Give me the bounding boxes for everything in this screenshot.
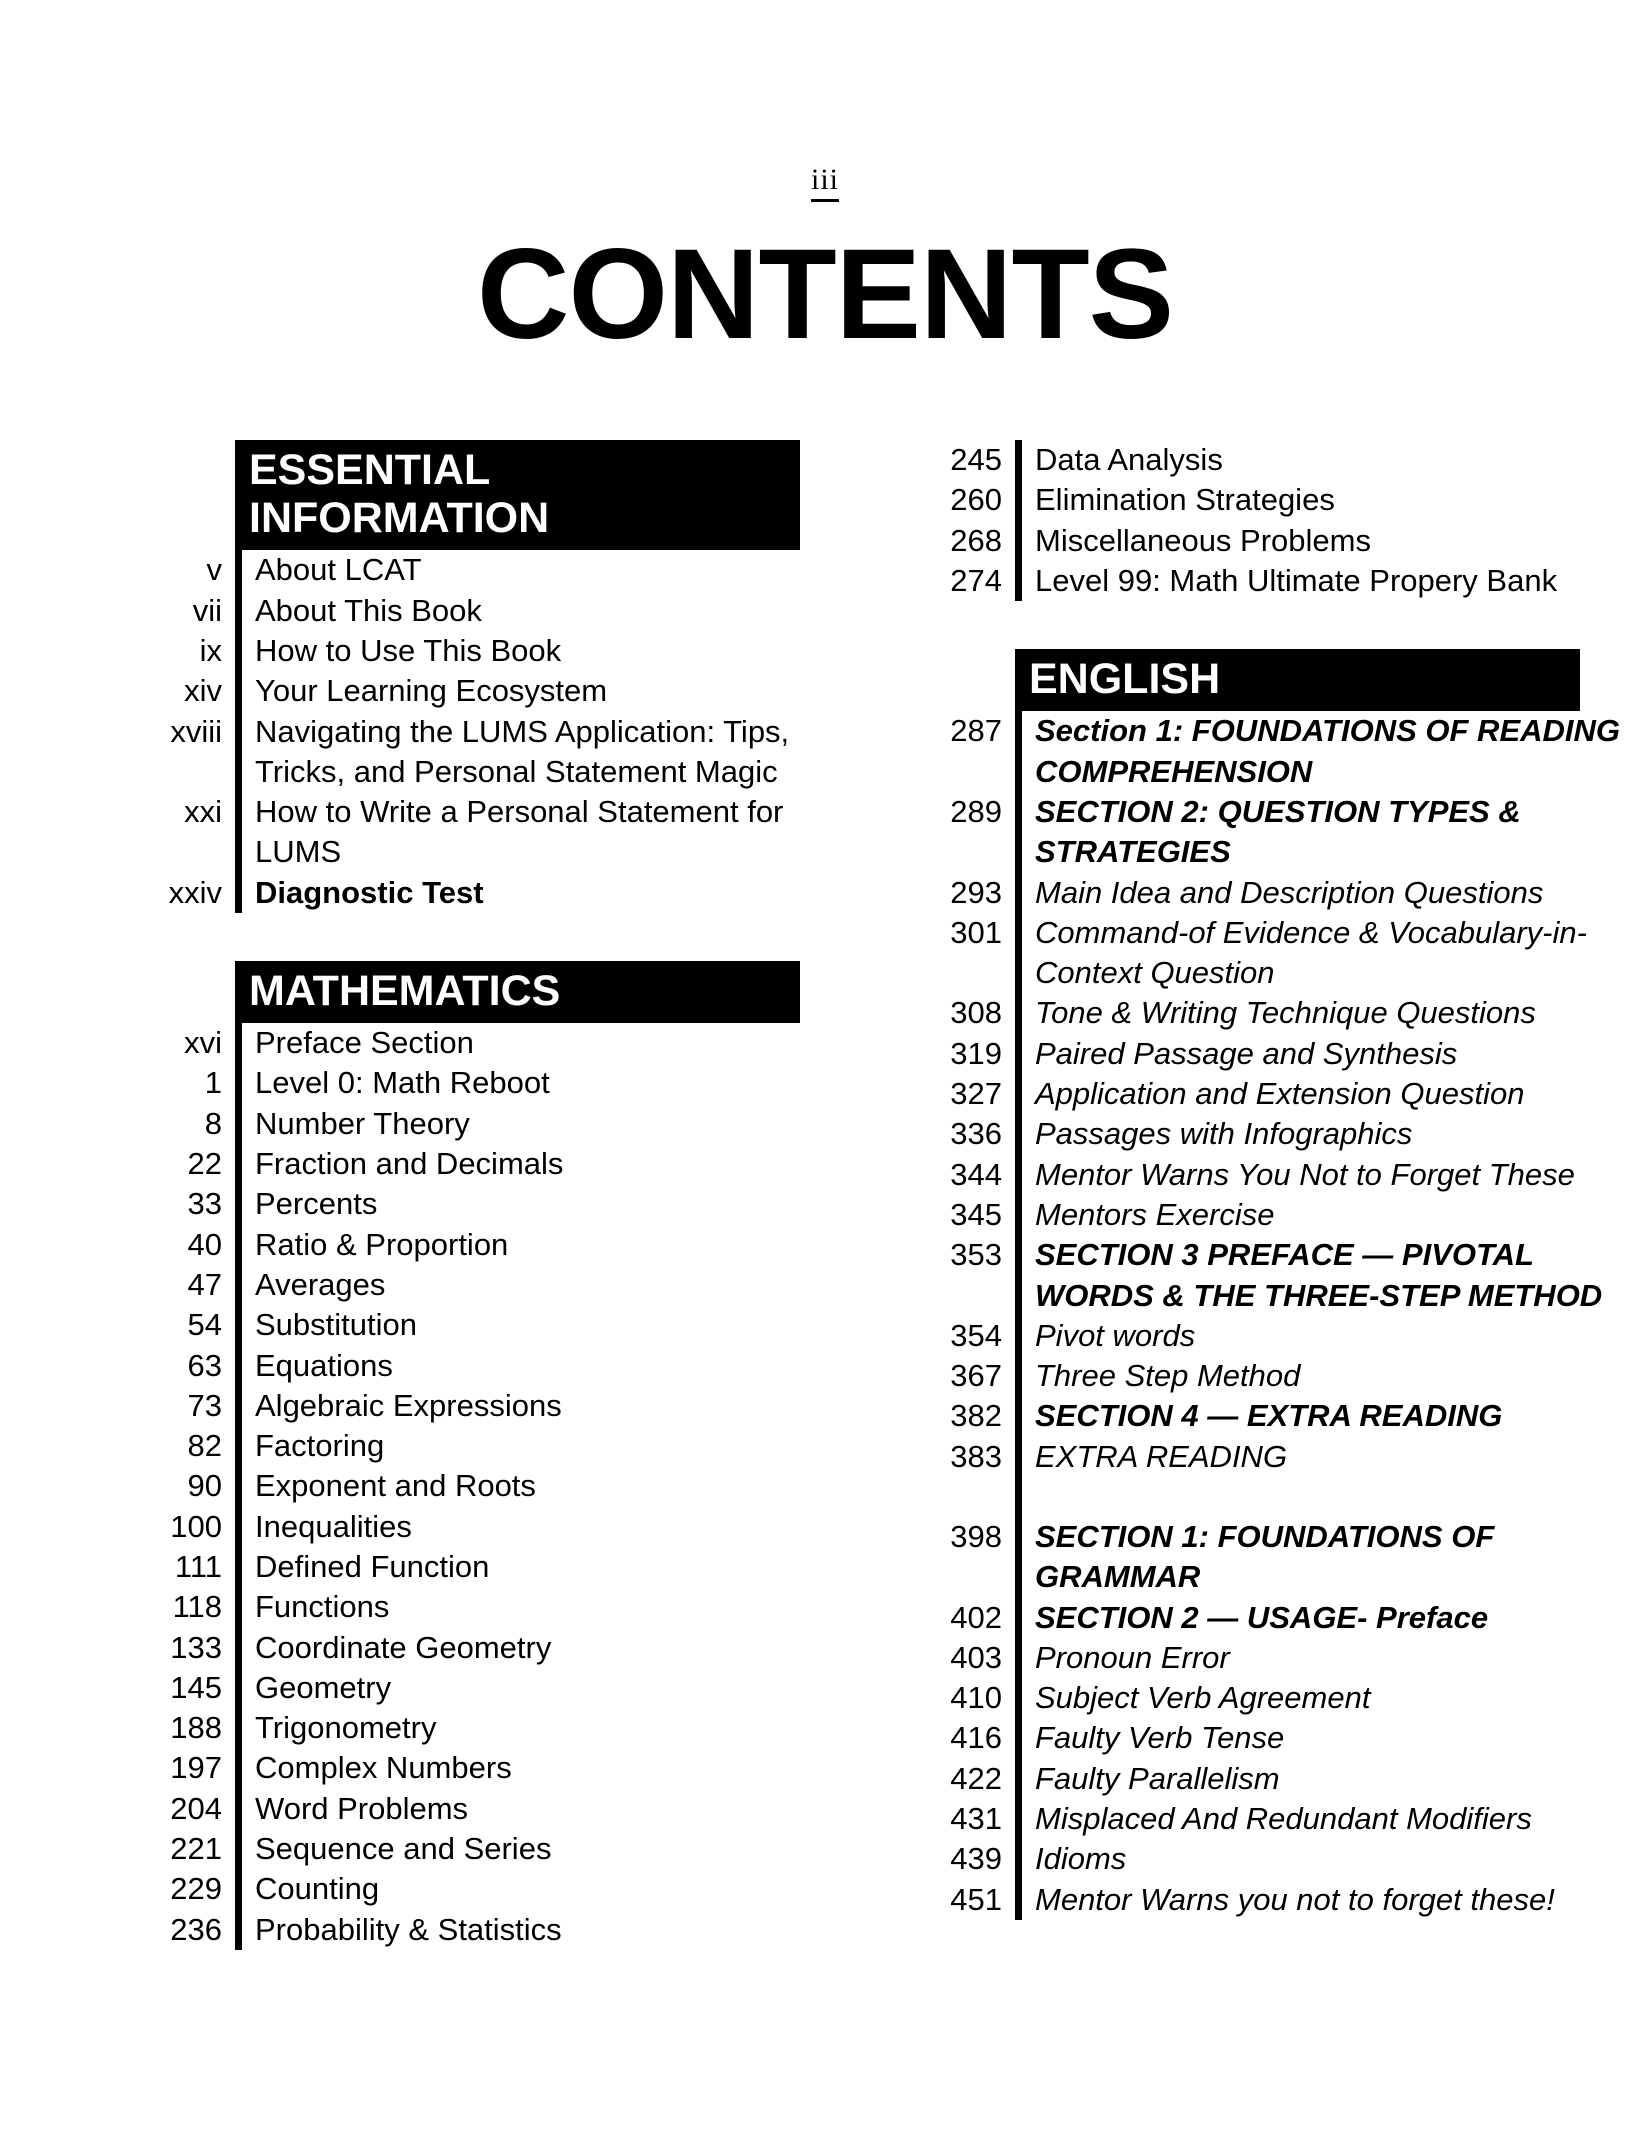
section-banner: MATHEMATICS: [235, 961, 800, 1023]
toc-page-number: 145: [170, 1669, 222, 1705]
toc-row[interactable]: [920, 993, 1620, 1033]
toc-row[interactable]: [920, 1880, 1620, 1920]
toc-page-number: 451: [950, 1881, 1002, 1917]
toc-entry-title[interactable]: Section 1: FOUNDATIONS OF READING COMPREHENSION: [1015, 711, 1620, 792]
toc-page-number: 8: [204, 1105, 222, 1141]
toc-entry-title[interactable]: Equations: [235, 1346, 840, 1386]
folio-number: [0, 0, 1650, 195]
toc-page-number: 402: [950, 1599, 1002, 1635]
toc-row[interactable]: [920, 913, 1620, 994]
left-column: [140, 440, 840, 1950]
toc-entry-title[interactable]: Inequalities: [235, 1507, 840, 1547]
folio-number-text: iii: [811, 163, 839, 202]
toc-entry-title[interactable]: SECTION 2 — USAGE- Preface: [1015, 1598, 1620, 1638]
toc-row[interactable]: [920, 1598, 1620, 1638]
toc-page-number: 73: [187, 1387, 222, 1423]
toc-entry-title[interactable]: Ratio & Proportion: [235, 1225, 840, 1265]
toc-row[interactable]: [920, 711, 1620, 792]
toc-row[interactable]: [140, 1346, 840, 1386]
toc-list-continued: [920, 440, 1620, 601]
toc-page-number: 344: [950, 1156, 1002, 1192]
toc-entry-title[interactable]: Elimination Strategies: [1015, 480, 1620, 520]
toc-row[interactable]: [140, 1386, 840, 1426]
toc-row[interactable]: [920, 1396, 1620, 1436]
toc-entry-title[interactable]: Probability & Statistics: [235, 1910, 840, 1950]
toc-row[interactable]: [140, 1104, 840, 1144]
toc-page-number: 289: [950, 793, 1002, 829]
toc-row[interactable]: [920, 873, 1620, 913]
toc-row[interactable]: [140, 1426, 840, 1466]
toc-entry-title[interactable]: Functions: [235, 1587, 840, 1627]
toc-row[interactable]: [140, 1708, 840, 1748]
toc-row[interactable]: [920, 521, 1620, 561]
toc-row[interactable]: [140, 712, 840, 793]
toc-row[interactable]: [140, 1144, 840, 1184]
toc-page-number: 345: [950, 1196, 1002, 1232]
toc-page-number: 327: [950, 1076, 1002, 1112]
toc-entry-title[interactable]: Exponent and Roots: [235, 1466, 840, 1506]
toc-page-number: 287: [950, 713, 1002, 749]
toc-row[interactable]: [140, 1668, 840, 1708]
toc-page-number: xviii: [170, 713, 222, 749]
toc-page-number: 354: [950, 1317, 1002, 1353]
toc-list: [920, 711, 1620, 1920]
toc-row[interactable]: [920, 1517, 1620, 1598]
toc-row[interactable]: [140, 631, 840, 671]
toc-row[interactable]: [140, 1628, 840, 1668]
toc-page-number: 353: [950, 1237, 1002, 1273]
toc-row[interactable]: [140, 1869, 840, 1909]
toc-page-number: 63: [187, 1347, 222, 1383]
toc-page-number: 410: [950, 1680, 1002, 1716]
toc-page-number: 100: [170, 1508, 222, 1544]
toc-page-number: 22: [187, 1146, 222, 1182]
toc-entry-title[interactable]: Complex Numbers: [235, 1748, 840, 1788]
page-title: CONTENTS: [477, 223, 1173, 366]
toc-entry-title[interactable]: SECTION 3 PREFACE — PIVOTAL WORDS & THE THREE-STEP METHOD: [1015, 1235, 1620, 1316]
toc-entry-title[interactable]: Mentor Warns you not to forget these!: [1015, 1880, 1620, 1920]
contents-columns: [0, 440, 1650, 1950]
toc-entry-title[interactable]: Three Step Method: [1015, 1356, 1620, 1396]
toc-entry-title[interactable]: Averages: [235, 1265, 840, 1305]
toc-entry-title[interactable]: Preface Section: [235, 1023, 840, 1063]
toc-page-number: 382: [950, 1398, 1002, 1434]
toc-row[interactable]: [920, 1356, 1620, 1396]
toc-row[interactable]: [920, 480, 1620, 520]
toc-page-number: 416: [950, 1720, 1002, 1756]
toc-page-number: 1: [204, 1065, 222, 1101]
toc-entry-title[interactable]: Number Theory: [235, 1104, 840, 1144]
toc-entry-title[interactable]: Pivot words: [1015, 1316, 1620, 1356]
toc-page-number: 336: [950, 1116, 1002, 1152]
toc-page-number: 260: [950, 482, 1002, 518]
toc-entry-title[interactable]: SECTION 2: QUESTION TYPES & STRATEGIES: [1015, 792, 1620, 873]
toc-page-number: 293: [950, 874, 1002, 910]
toc-entry-title[interactable]: Application and Extension Question: [1015, 1074, 1620, 1114]
toc-row[interactable]: [140, 873, 840, 913]
toc-page-number: 47: [187, 1266, 222, 1302]
toc-row[interactable]: [920, 1477, 1620, 1517]
toc-entry-title[interactable]: Paired Passage and Synthesis: [1015, 1034, 1620, 1074]
toc-entry-title[interactable]: Word Problems: [235, 1789, 840, 1829]
section-banner: ESSENTIAL INFORMATION: [235, 440, 800, 550]
toc-entry-title[interactable]: Fraction and Decimals: [235, 1144, 840, 1184]
toc-row[interactable]: [140, 1587, 840, 1627]
toc-entry-title[interactable]: Algebraic Expressions: [235, 1386, 840, 1426]
toc-row[interactable]: [920, 1759, 1620, 1799]
toc-entry-title[interactable]: Mentors Exercise: [1015, 1195, 1620, 1235]
toc-page-number: 133: [170, 1629, 222, 1665]
toc-page-number: xxi: [184, 794, 222, 830]
toc-page-number: 40: [187, 1226, 222, 1262]
toc-page-number: 383: [950, 1438, 1002, 1474]
toc-row[interactable]: [920, 1114, 1620, 1154]
toc-list: [140, 1023, 840, 1950]
toc-entry-title[interactable]: Passages with Infographics: [1015, 1114, 1620, 1154]
toc-page-number: 439: [950, 1841, 1002, 1877]
toc-row[interactable]: [920, 1718, 1620, 1758]
toc-row[interactable]: [920, 440, 1620, 480]
toc-row[interactable]: [140, 1910, 840, 1950]
section-spacer: [140, 913, 840, 961]
toc-entry-title[interactable]: Counting: [235, 1869, 840, 1909]
toc-page-number: 398: [950, 1518, 1002, 1554]
toc-row[interactable]: [140, 1748, 840, 1788]
toc-row[interactable]: [140, 1305, 840, 1345]
toc-row[interactable]: [920, 1195, 1620, 1235]
toc-row[interactable]: [140, 792, 840, 873]
toc-entry-title[interactable]: Sequence and Series: [235, 1829, 840, 1869]
toc-row[interactable]: [920, 1839, 1620, 1879]
toc-entry-title[interactable]: Faulty Parallelism: [1015, 1759, 1620, 1799]
toc-page-number: xvi: [184, 1025, 222, 1061]
toc-row[interactable]: [140, 1023, 840, 1063]
toc-row[interactable]: [140, 1507, 840, 1547]
toc-row[interactable]: [140, 671, 840, 711]
toc-page-number: 204: [170, 1790, 222, 1826]
toc-entry-title[interactable]: SECTION 1: FOUNDATIONS OF GRAMMAR: [1015, 1517, 1620, 1598]
toc-entry-title[interactable]: Substitution: [235, 1305, 840, 1345]
toc-entry-title[interactable]: SECTION 4 — EXTRA READING: [1015, 1396, 1620, 1436]
toc-list: [140, 550, 840, 913]
toc-row[interactable]: [920, 1074, 1620, 1114]
toc-entry-title[interactable]: Level 99: Math Ultimate Propery Bank: [1015, 561, 1620, 601]
toc-row[interactable]: [920, 1437, 1620, 1477]
toc-page-number: 111: [174, 1549, 222, 1584]
toc-entry-title[interactable]: Percents: [235, 1184, 840, 1224]
toc-page-number: 268: [950, 522, 1002, 558]
toc-page-number: 197: [170, 1750, 222, 1786]
section-banner: ENGLISH: [1015, 649, 1580, 711]
toc-page-number: 403: [950, 1639, 1002, 1675]
toc-row[interactable]: [140, 1063, 840, 1103]
toc-row[interactable]: [140, 1547, 840, 1587]
toc-page-number: 90: [187, 1468, 222, 1504]
toc-entry-title[interactable]: About This Book: [235, 591, 840, 631]
toc-page-number: 301: [950, 914, 1002, 950]
toc-entry-title[interactable]: Factoring: [235, 1426, 840, 1466]
toc-row[interactable]: [140, 1225, 840, 1265]
toc-row[interactable]: [140, 1829, 840, 1869]
toc-entry-title[interactable]: Defined Function: [235, 1547, 840, 1587]
toc-entry-title[interactable]: Diagnostic Test: [235, 873, 840, 913]
right-column: [920, 440, 1620, 1950]
toc-page-number: 431: [950, 1801, 1002, 1837]
toc-page-number: ix: [199, 632, 222, 668]
toc-page-number: vii: [192, 592, 222, 628]
toc-entry-title[interactable]: Geometry: [235, 1668, 840, 1708]
toc-entry-title[interactable]: Command-of Evidence & Vocabulary-in-Context Question: [1015, 913, 1620, 994]
toc-row[interactable]: [140, 1789, 840, 1829]
toc-page-number: 245: [950, 442, 1002, 477]
toc-page-number: 33: [187, 1186, 222, 1222]
toc-row[interactable]: [920, 1678, 1620, 1718]
toc-entry-title[interactable]: Pronoun Error: [1015, 1638, 1620, 1678]
toc-row[interactable]: [920, 1034, 1620, 1074]
toc-entry-title[interactable]: Navigating the LUMS Application: Tips, Tricks, and Personal Statement Magic: [235, 712, 840, 793]
toc-entry-title[interactable]: Miscellaneous Problems: [1015, 521, 1620, 561]
toc-entry-title[interactable]: Level 0: Math Reboot: [235, 1063, 840, 1103]
toc-row[interactable]: [920, 792, 1620, 873]
toc-entry-title[interactable]: Subject Verb Agreement: [1015, 1678, 1620, 1718]
toc-entry-title[interactable]: Main Idea and Description Questions: [1015, 873, 1620, 913]
toc-entry-title[interactable]: Your Learning Ecosystem: [235, 671, 840, 711]
toc-page-number: 118: [172, 1589, 222, 1625]
toc-row[interactable]: [140, 1184, 840, 1224]
toc-page-number: v: [206, 552, 222, 588]
toc-page-number: 236: [170, 1911, 222, 1947]
toc-row[interactable]: [140, 550, 840, 590]
toc-entry-title[interactable]: Mentor Warns You Not to Forget These: [1015, 1155, 1620, 1195]
toc-entry-title[interactable]: Data Analysis: [1015, 440, 1620, 480]
toc-page-number: 54: [187, 1307, 222, 1343]
toc-row[interactable]: [140, 591, 840, 631]
toc-entry-title[interactable]: Misplaced And Redundant Modifiers: [1015, 1799, 1620, 1839]
toc-page-number: 308: [950, 995, 1002, 1031]
toc-page-number: xxiv: [168, 874, 222, 910]
toc-page-number: xiv: [184, 673, 222, 709]
toc-entry-title[interactable]: Idioms: [1015, 1839, 1620, 1879]
toc-entry-title[interactable]: Coordinate Geometry: [235, 1628, 840, 1668]
toc-row[interactable]: [920, 1638, 1620, 1678]
toc-entry-title[interactable]: Tone & Writing Technique Questions: [1015, 993, 1620, 1033]
toc-row[interactable]: [140, 1466, 840, 1506]
toc-page-number: 221: [170, 1831, 222, 1867]
toc-page-number: 319: [950, 1035, 1002, 1071]
toc-page-number: 422: [950, 1760, 1002, 1796]
toc-entry-title[interactable]: [1015, 1477, 1620, 1517]
toc-entry-title[interactable]: How to Write a Personal Statement for LUMS: [235, 792, 840, 873]
toc-page-number: [920, 1477, 1015, 1517]
toc-entry-title[interactable]: How to Use This Book: [235, 631, 840, 671]
toc-row[interactable]: [140, 1265, 840, 1305]
toc-entry-title[interactable]: Trigonometry: [235, 1708, 840, 1748]
toc-row[interactable]: [920, 1155, 1620, 1195]
toc-page-number: 188: [170, 1710, 222, 1746]
toc-page-number: 82: [187, 1428, 222, 1464]
toc-row[interactable]: [920, 1799, 1620, 1839]
toc-entry-title[interactable]: About LCAT: [235, 550, 840, 590]
toc-entry-title[interactable]: EXTRA READING: [1015, 1437, 1620, 1477]
toc-row[interactable]: [920, 1316, 1620, 1356]
toc-row[interactable]: [920, 561, 1620, 601]
toc-row[interactable]: [920, 1235, 1620, 1316]
toc-page-number: 229: [170, 1871, 222, 1907]
toc-page-number: 274: [950, 562, 1002, 598]
toc-page-number: 367: [950, 1358, 1002, 1394]
toc-entry-title[interactable]: Faulty Verb Tense: [1015, 1718, 1620, 1758]
